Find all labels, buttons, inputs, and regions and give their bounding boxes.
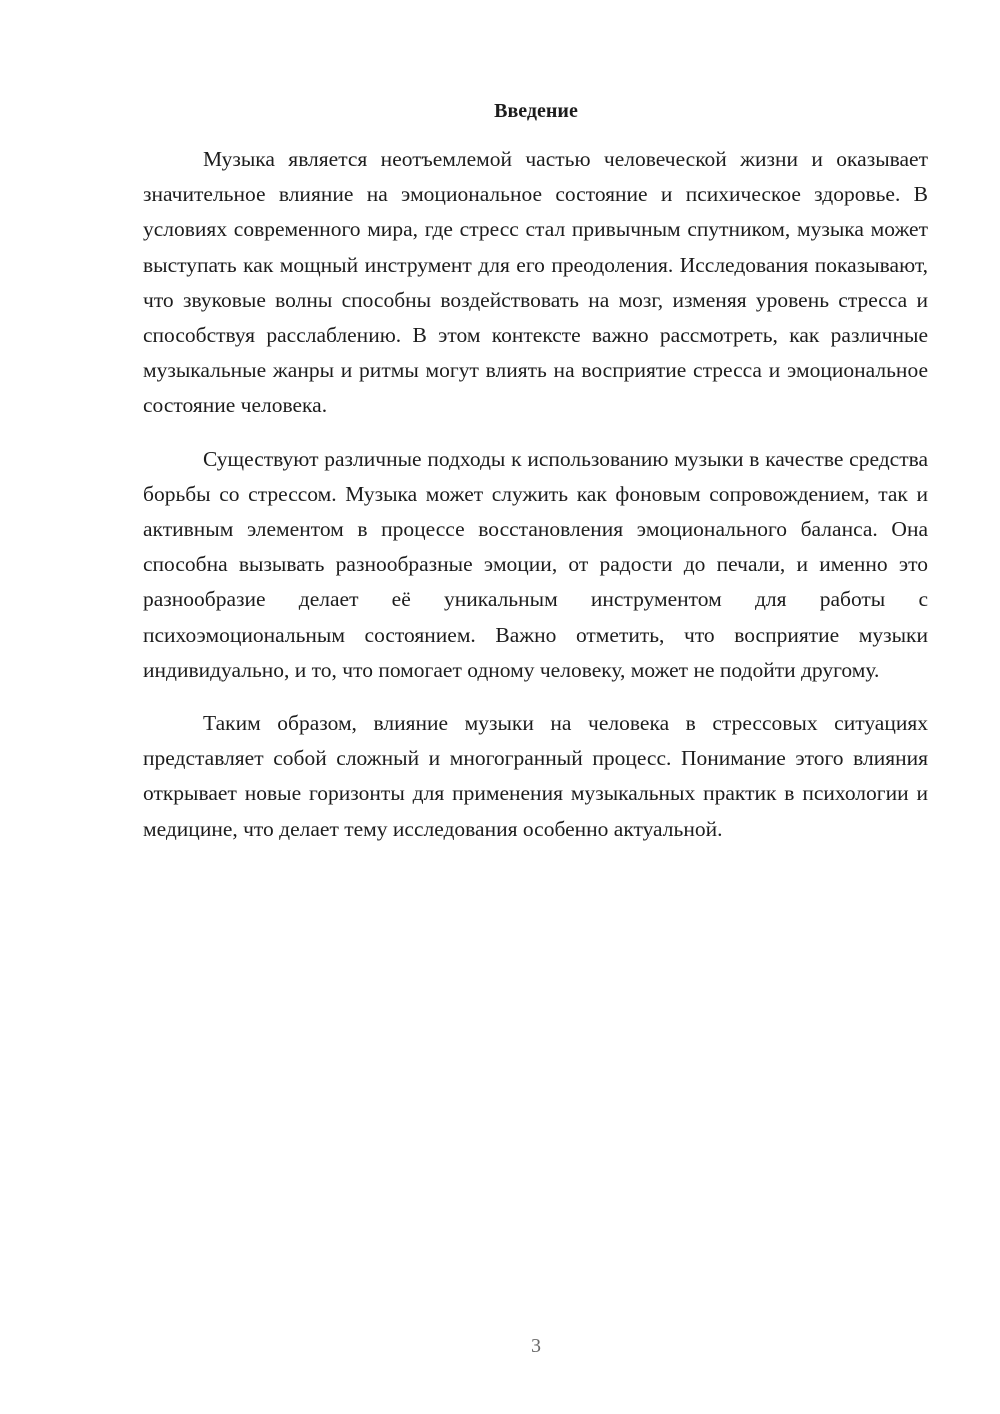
section-heading: Введение bbox=[494, 100, 578, 122]
body-text bbox=[143, 142, 928, 865]
page-number: 3 bbox=[531, 1335, 541, 1357]
paragraph-3: Таким образом, влияние музыки на человека в стрессовых ситуациях представляет собой сложный и многогранный процесс. Понимание этого влияния открывает новые горизонты для применения музыкальных практик в психологии и медицине, что делает тему исследования особенно актуальной. bbox=[143, 711, 928, 841]
paragraph-2: Существуют различные подходы к использованию музыки в качестве средства борьбы со стрессом. Музыка может служить как фоновым сопровождением, так и активным элементом в процессе восстановления эмоционального баланса. Она способна вызывать разнообразные эмоции, от радости до печали, и именно это разнообразие делает её уникальным инструментом для работы с психоэмоциональным состоянием. Важно отметить, что восприятие музыки индивидуально, и то, что помогает одному человеку, может не подойти другому. bbox=[143, 446, 928, 682]
paragraph-1: Музыка является неотъемлемой частью человеческой жизни и оказывает значительное влияние на эмоциональное состояние и психическое здоровье. В условиях современного мира, где стресс стал привычным спутником, музыка может выступать как мощный инструмент для его преодоления. Исследования показывают, что звуковые волны способны воздействовать на мозг, изменяя уровень стресса и способствуя расслаблению. В этом контексте важно рассмотреть, как различные музыкальные жанры и ритмы могут влиять на восприятие стресса и эмоциональное состояние человека. bbox=[143, 147, 928, 418]
